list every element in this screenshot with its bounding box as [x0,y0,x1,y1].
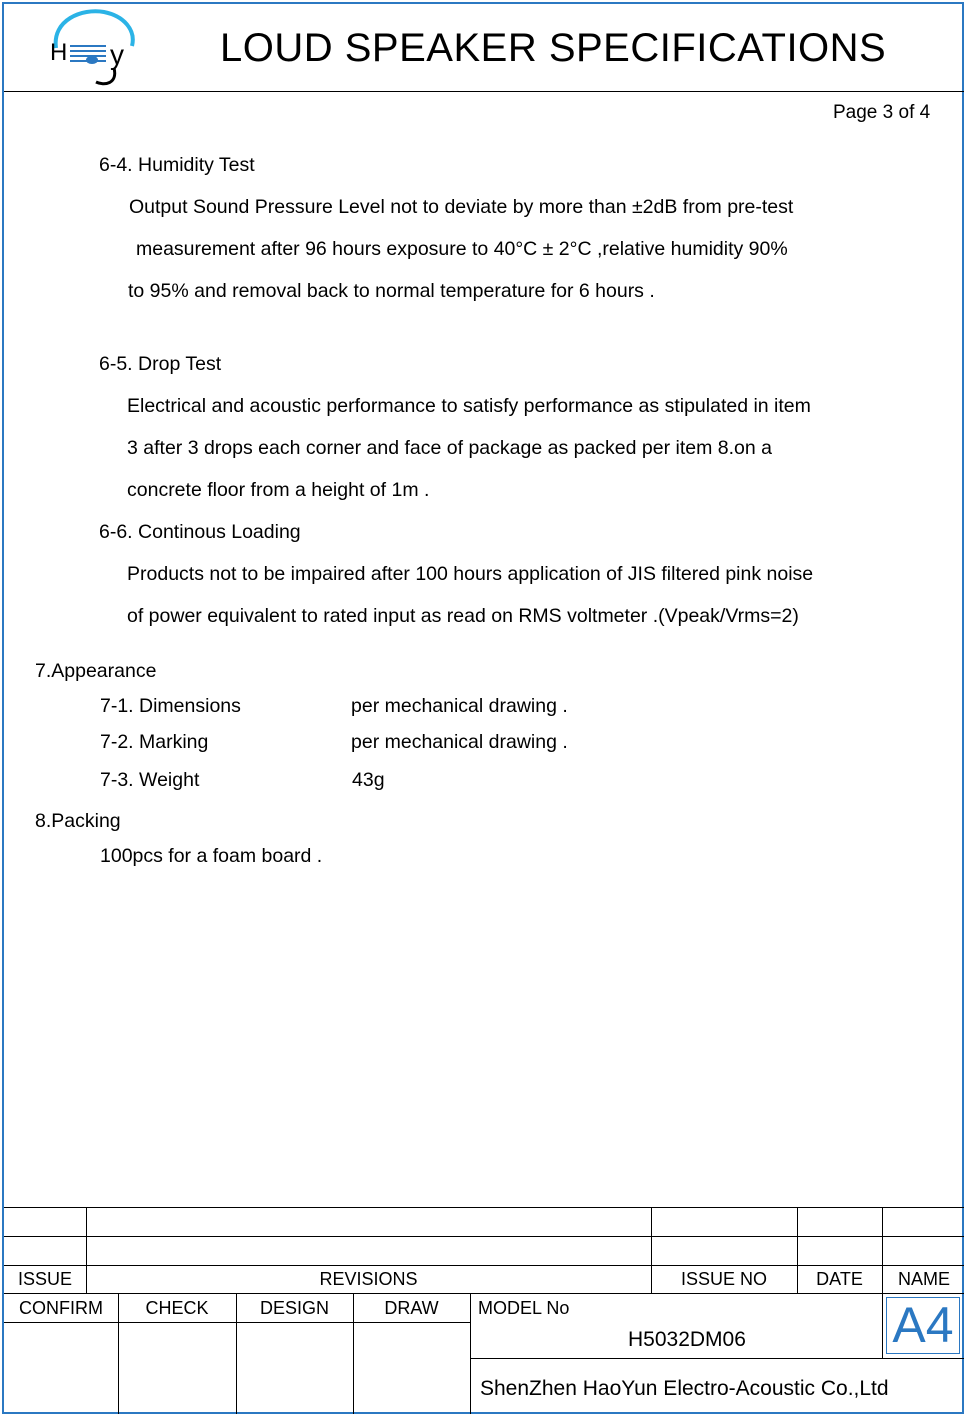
svg-text:H: H [50,39,68,66]
svg-text:y: y [110,39,124,70]
document-title: LOUD SPEAKER SPECIFICATIONS [220,26,887,70]
model-number: H5032DM06 [628,1328,746,1351]
check-label: CHECK [145,1298,209,1318]
company-logo [44,6,142,88]
confirm-label: CONFIRM [19,1298,103,1318]
humidity-line: measurement after 96 hours exposure to 40°C ± 2°C ,relative humidity 90% [136,238,788,260]
drop-line: concrete floor from a height of 1m . [127,479,430,501]
drop-line: Electrical and acoustic performance to satisfy performance as stipulated in item [127,395,811,417]
appearance-label: 7-2. Marking [100,731,209,753]
loading-line: Products not to be impaired after 100 hours application of JIS filtered pink noise [127,563,814,585]
paper-size-badge: A4 [886,1297,960,1354]
appearance-value: 43g [352,769,385,791]
header-divider [4,91,964,92]
appearance-label: 7-3. Weight [100,769,200,791]
appearance-label: 7-1. Dimensions [100,695,241,717]
issue-no-header: ISSUE NO [680,1269,768,1289]
design-label: DESIGN [259,1298,329,1318]
packing-heading: 8.Packing [35,810,121,832]
humidity-line: to 95% and removal back to normal temperature for 6 hours . [128,280,655,302]
issue-header: ISSUE [17,1269,73,1289]
model-label: MODEL No [478,1298,570,1318]
appearance-value: per mechanical drawing . [351,731,568,753]
date-header: DATE [816,1269,863,1289]
packing-line: 100pcs for a foam board . [100,845,323,867]
page-number: Page 3 of 4 [833,102,931,123]
company-name: ShenZhen HaoYun Electro-Acoustic Co.,Ltd [480,1377,889,1400]
loading-line: of power equivalent to rated input as read on RMS voltmeter .(Vpeak/Vrms=2) [127,605,799,627]
drop-heading: 6-5. Drop Test [99,353,222,375]
appearance-value: per mechanical drawing . [351,695,568,717]
draw-label: DRAW [384,1298,439,1318]
humidity-line: Output Sound Pressure Level not to deviate by more than ±2dB from pre-test [129,196,794,218]
appearance-heading: 7.Appearance [35,660,157,682]
revisions-header: REVISIONS [319,1269,418,1289]
drop-line: 3 after 3 drops each corner and face of package as packed per item 8.on a [127,437,772,459]
humidity-heading: 6-4. Humidity Test [99,154,255,176]
name-header: NAME [897,1269,950,1289]
loading-heading: 6-6. Continous Loading [99,521,301,543]
